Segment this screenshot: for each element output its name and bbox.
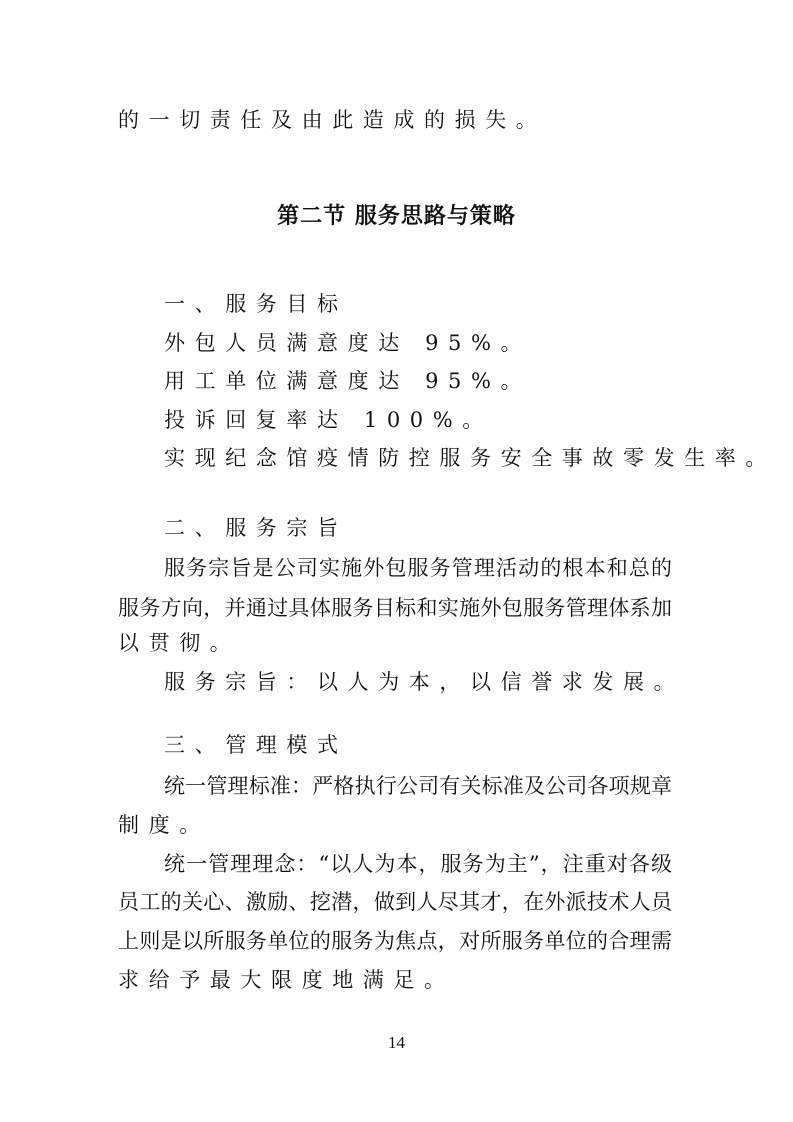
body-text-line: 求给予最大限度地满足。	[118, 968, 455, 992]
body-text-line: 用工单位满意度达 95%。	[164, 369, 532, 393]
body-text-line: 服务宗旨：以人为本，以信誉求发展。	[164, 670, 685, 694]
body-text-line: 服务宗旨是公司实施外包服务管理活动的根本和总的	[164, 556, 672, 580]
body-text-line: 投诉回复率达 100%。	[164, 408, 493, 432]
section-title: 第二节 服务思路与策略	[277, 204, 516, 229]
body-text-line: 实现纪念馆疫情防控服务安全事故零发生率。	[164, 446, 776, 470]
body-text-line: 员工的关心、激励、挖潜，做到人尽其才，在外派技术人员	[118, 890, 672, 914]
body-text-line: 统一管理理念：“以人为本，服务为主”，注重对各级	[164, 852, 672, 876]
body-text-line: 以贯彻。	[118, 631, 241, 655]
body-text-line: 上则是以所服务单位的服务为焦点，对所服务单位的合理需	[118, 929, 672, 953]
body-text-line: 服务方向，并通过具体服务目标和实施外包服务管理体系加	[118, 596, 672, 620]
page-number: 14	[388, 1033, 405, 1052]
body-text-line: 制度。	[118, 813, 210, 837]
subsection-heading: 二、服务宗旨	[164, 516, 348, 540]
body-text-line: 的一切责任及由此造成的损失。	[118, 108, 547, 132]
subsection-heading: 三、管理模式	[164, 733, 348, 757]
body-text-line: 统一管理标准：严格执行公司有关标准及公司各项规章	[164, 774, 672, 798]
subsection-heading: 一、服务目标	[164, 292, 348, 316]
body-text-line: 外包人员满意度达 95%。	[164, 331, 532, 355]
